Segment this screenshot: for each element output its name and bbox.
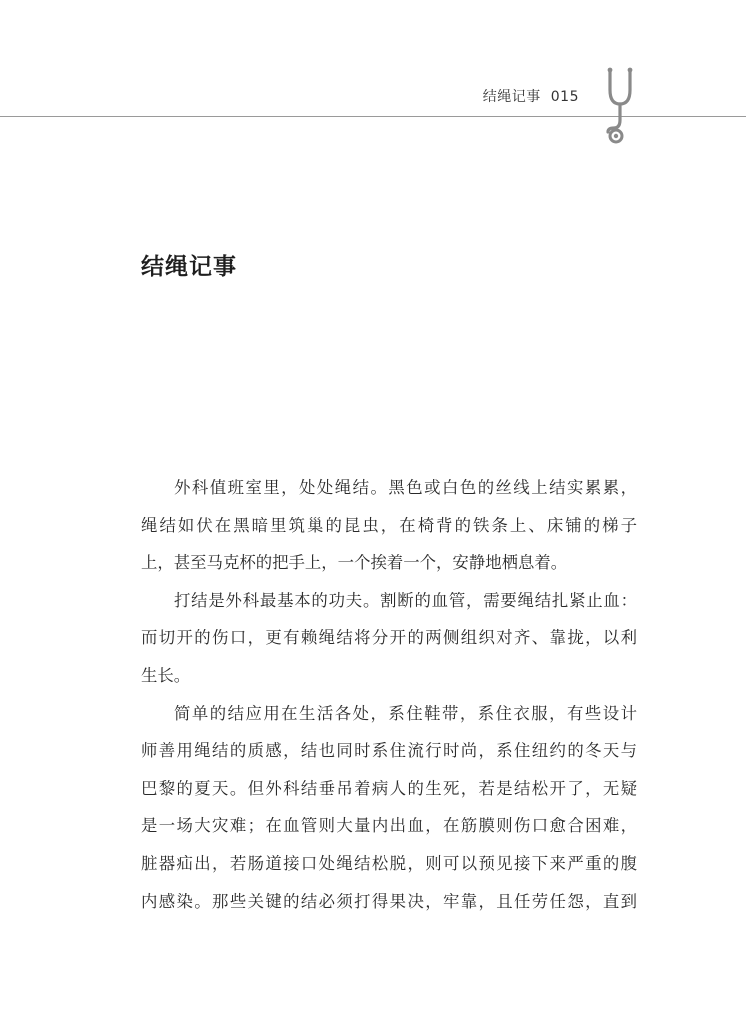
text-line: 简单的结应用在生活各处，系住鞋带，系住衣服，有些设计: [174, 703, 637, 723]
text-line: 打结是外科最基本的功夫。割断的血管，需要绳结扎紧止血：: [174, 590, 637, 610]
text-line: 上，甚至马克杯的把手上，一个挨着一个，安静地栖息着。: [141, 553, 568, 573]
text-line: 绳结如伏在黑暗里筑巢的昆虫，在椅背的铁条上、床铺的梯子: [141, 515, 637, 535]
stethoscope-icon: [600, 64, 640, 146]
page-number: 015: [550, 89, 579, 105]
text-line: 外科值班室里，处处绳结。黑色或白色的丝线上结实累累，: [174, 478, 637, 497]
text-line: 内感染。那些关键的结必须打得果决，牢靠，且任劳任怨，直到: [141, 891, 637, 911]
running-title: 结绳记事: [482, 89, 541, 105]
text-line: 是一场大灾难；在血管则大量内出血，在筋膜则伤口愈合困难，: [141, 816, 637, 836]
text-line: 生长。: [141, 665, 191, 685]
body-text: [141, 469, 637, 920]
text-line: 脏器疝出，若肠道接口处绳结松脱，则可以预见接下来严重的腹: [141, 853, 637, 873]
text-line: 师善用绳结的质感，结也同时系住流行时尚，系住纽约的冬天与: [141, 741, 637, 761]
running-head: [483, 86, 579, 106]
text-line: 巴黎的夏天。但外科结垂吊着病人的生死，若是结松开了，无疑: [141, 778, 637, 798]
text-line: 而切开的伤口，更有赖绳结将分开的两侧组织对齐、靠拢，以利: [141, 628, 637, 648]
chapter-title: 结绳记事: [141, 254, 237, 280]
